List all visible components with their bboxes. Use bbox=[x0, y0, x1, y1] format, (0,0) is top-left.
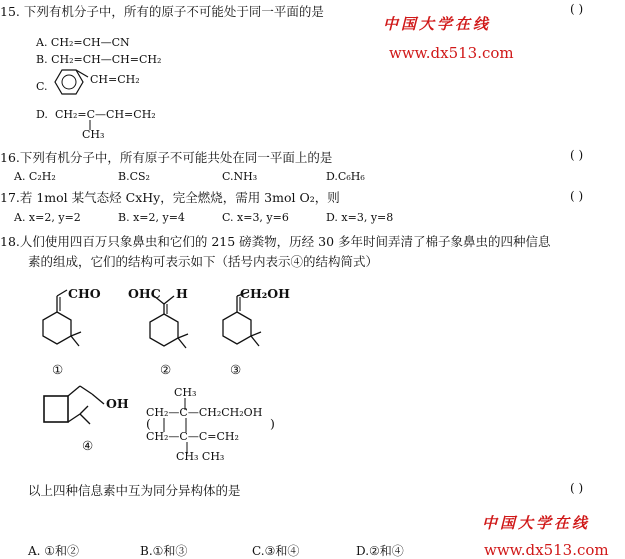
q18-option-d: D.②和④ bbox=[356, 544, 404, 558]
benzene-circle bbox=[62, 75, 76, 89]
q15-stem: 15. 下列有机分子中，所有的原子不可能处于同一平面的是 bbox=[0, 4, 324, 19]
q16-option-a: A. C₂H₂ bbox=[14, 170, 56, 183]
q16-stem: 16.下列有机分子中，所有原子不可能共处在同一平面上的是 bbox=[0, 150, 333, 165]
structure-1-group: CHO bbox=[68, 286, 101, 301]
q15-option-d-main: CH₂=C—CH=CH₂ bbox=[55, 108, 156, 121]
condensed-bottom-methyls: CH₃ CH₃ bbox=[176, 450, 225, 463]
q16-option-b: B.CS₂ bbox=[118, 170, 150, 183]
condensed-line2: CH₂—C—C=CH₂ bbox=[146, 430, 239, 443]
q17-option-a: A. x=2, y=2 bbox=[14, 211, 81, 224]
q18-option-b: B.①和③ bbox=[140, 544, 188, 558]
structure-3-label: ③ bbox=[230, 362, 242, 377]
q16-answer-paren: ( ) bbox=[570, 148, 584, 162]
q16-option-c: C.NH₃ bbox=[222, 170, 258, 183]
watermark-cn-top: 中国大学在线 bbox=[383, 15, 492, 33]
q18-option-c: C.③和④ bbox=[252, 544, 300, 558]
structure-1-label: ① bbox=[52, 362, 64, 377]
q17-option-c: C. x=3, y=6 bbox=[222, 211, 289, 224]
q18-stem-line2: 素的组成，它们的结构可表示如下（括号内表示④的结构简式） bbox=[28, 254, 379, 269]
q15-option-d-label: D. bbox=[36, 108, 48, 121]
q16-option-d: D.C₆H₆ bbox=[326, 170, 365, 183]
watermark-url-bottom: www.dx513.com bbox=[484, 541, 609, 559]
condensed-paren-right: ) bbox=[270, 416, 275, 431]
condensed-paren-left: ( bbox=[146, 416, 151, 431]
q15-option-d-sub: CH₃ bbox=[82, 128, 105, 141]
benzene-ring bbox=[55, 70, 83, 94]
q15-option-b: B. CH₂=CH—CH=CH₂ bbox=[36, 53, 162, 66]
structure-4-group: OH bbox=[106, 396, 129, 411]
q15-option-a: A. CH₂=CH—CN bbox=[36, 36, 130, 49]
q18-answer-paren: ( ) bbox=[570, 481, 584, 495]
condensed-line1: CH₂—C—CH₂CH₂OH bbox=[146, 406, 263, 419]
q17-answer-paren: ( ) bbox=[570, 189, 584, 203]
q18-stem-line1: 18.人们使用四百万只象鼻虫和它们的 215 磅粪物，历经 30 多年时间弄清了棉子象鼻虫的四种信息 bbox=[0, 234, 551, 249]
watermark-cn-bottom: 中国大学在线 bbox=[482, 514, 591, 532]
q17-option-b: B. x=2, y=4 bbox=[118, 211, 185, 224]
watermark-url-top: www.dx513.com bbox=[389, 44, 514, 62]
q17-option-d: D. x=3, y=8 bbox=[326, 211, 394, 224]
structure-2-label: ② bbox=[160, 362, 172, 377]
structure-3-group: CH₂OH bbox=[240, 286, 290, 301]
q15-answer-paren: ( ) bbox=[570, 2, 584, 16]
q17-stem: 17.若 1mol 某气态烃 CxHy，完全燃烧，需用 3mol O₂，则 bbox=[0, 190, 340, 205]
condensed-top-methyl: CH₃ bbox=[174, 386, 197, 399]
q18-option-a: A. ①和② bbox=[28, 544, 80, 558]
q18-question: 以上四种信息素中互为同分异构体的是 bbox=[28, 483, 241, 498]
q15-option-c-label: C. bbox=[36, 80, 48, 93]
q15-option-c-group: CH=CH₂ bbox=[90, 73, 140, 86]
structure-2-right-group: H bbox=[176, 286, 188, 301]
structure-2-left-group: OHC bbox=[128, 286, 161, 301]
structure-4-label: ④ bbox=[82, 438, 94, 453]
